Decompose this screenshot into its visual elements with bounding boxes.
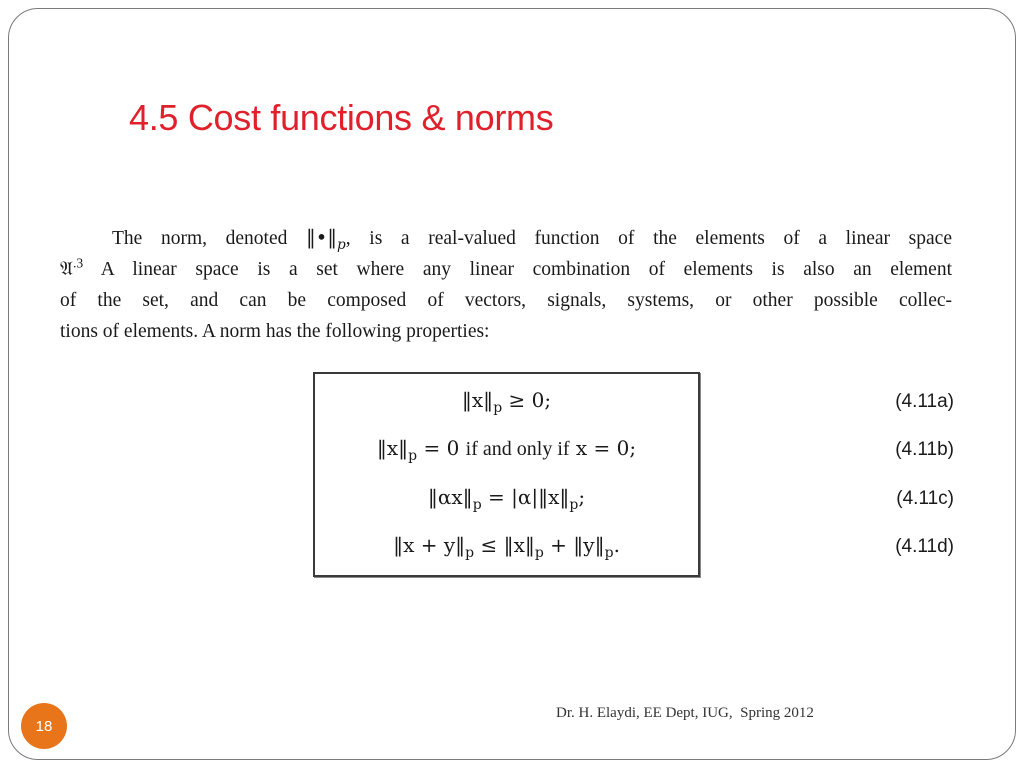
paragraph-line-2: 𝔄$^{.3}$ A linear space is a set where any linear combination of elements is also an element [60, 255, 952, 280]
equation-4-11b: $‖x‖_p = 0$ if and only if x = 0; [376, 436, 637, 464]
slide-title: 4.5 Cost functions & norms [129, 97, 554, 138]
equation-label-4-11a: (4.11a) [895, 391, 954, 412]
equation-4-11d: ‖x + $y‖_p$ ≤ $‖x‖_p$ + $‖y‖_p$. [393, 533, 620, 561]
paragraph-line-1: The norm, denoted $‖•‖_p$, is a real-valued function of the elements of a linear space [112, 226, 952, 253]
page-number: 18 [35, 717, 53, 735]
norm-symbol: $‖•‖_p$ [306, 226, 346, 253]
equation-label-4-11b: (4.11b) [895, 439, 954, 460]
equation-label-4-11d: (4.11d) [895, 536, 954, 557]
equation-4-11a: $‖x‖_p \ge 0$; [461, 388, 552, 416]
equation-label-4-11c: (4.11c) [896, 488, 954, 509]
paragraph-line-4: tions of elements. A norm has the following properties: [60, 321, 490, 342]
footnote-marker: .3 [72, 255, 84, 271]
page-number-badge [21, 703, 67, 749]
body-paragraph [60, 222, 952, 347]
slide-footer: Dr. H. Elaydi, EE Dept, IUG, Spring 2012 [556, 705, 814, 721]
paragraph-line-3: of the set, and can be composed of vectors, signals, systems, or other possible collec- [60, 290, 952, 311]
equation-4-11c: $‖\alpha x‖_p$ = $|\alpha|‖x‖_p$; [427, 485, 586, 513]
linear-space-symbol: 𝔄 [60, 259, 73, 280]
